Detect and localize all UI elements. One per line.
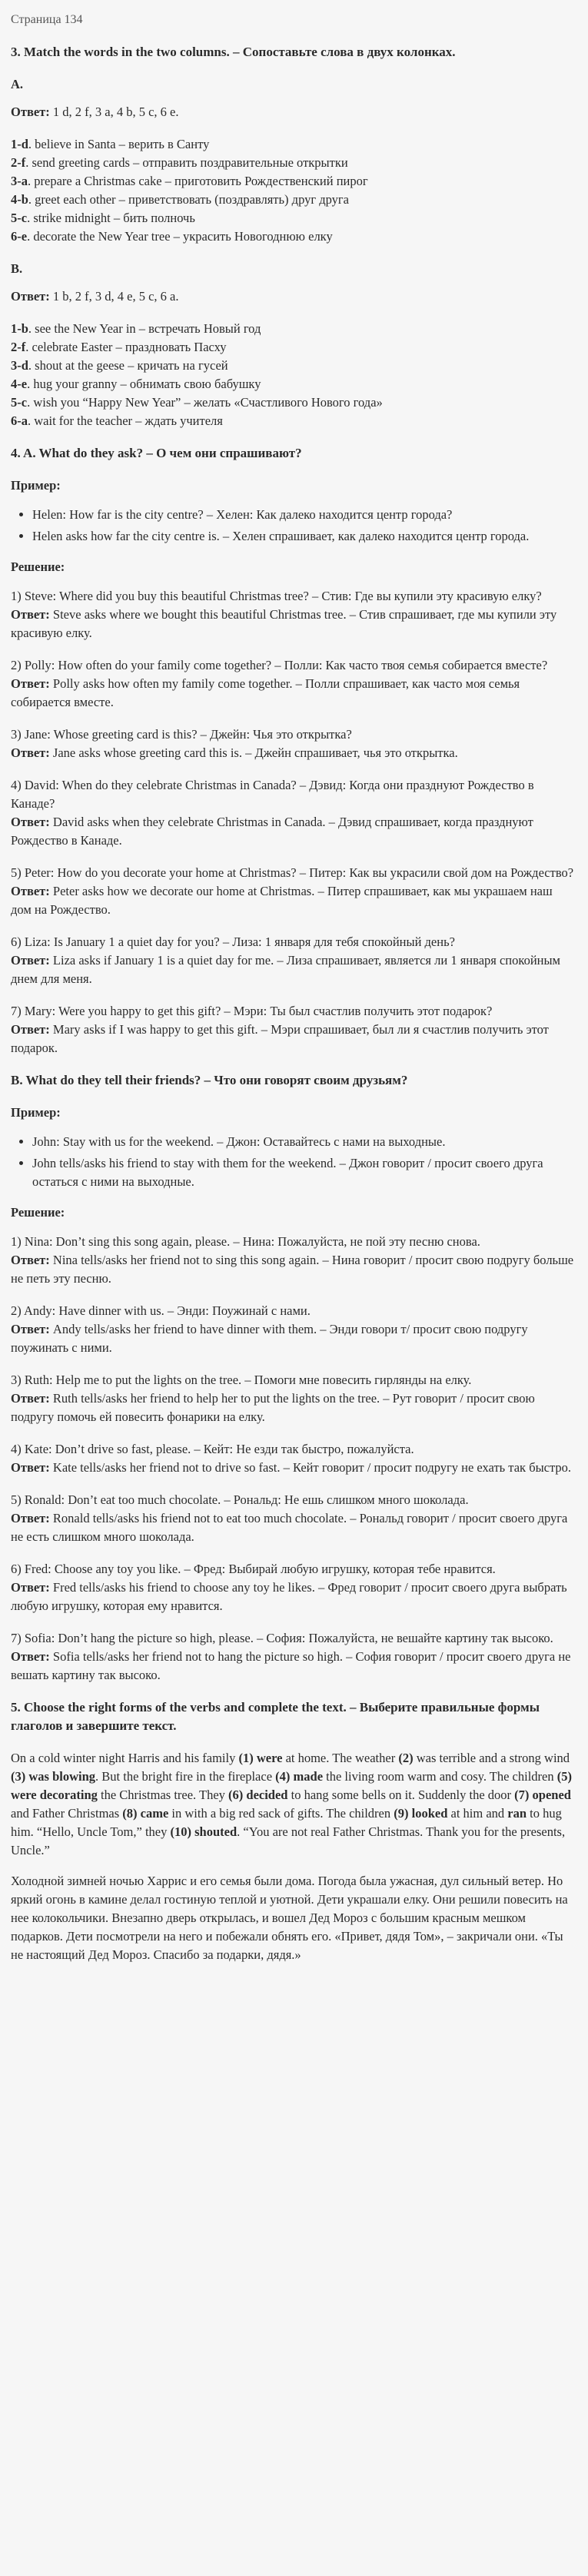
answer-text: Peter asks how we decorate our home at Christmas. – Питер спрашивает, как мы украшаем наш дом на Рождество. — [11, 884, 553, 917]
story-fragment: and Father Christmas — [11, 1806, 123, 1821]
solution-item — [11, 725, 576, 762]
answer — [11, 1648, 576, 1685]
answer — [11, 606, 576, 642]
answer-label: Ответ: — [11, 607, 50, 622]
story-fragment: to hang some bells on it. Suddenly the door — [287, 1788, 515, 1802]
answer — [11, 1251, 576, 1288]
answer — [11, 1459, 576, 1477]
question: 7) Mary: Were you happy to get this gift? – Мэри: Ты был счастлив получить этот подарок? — [11, 1004, 493, 1018]
answer — [11, 951, 576, 988]
match-text: . shout at the geese – кричать на гусей — [28, 358, 228, 373]
match-key: 6-e — [11, 229, 28, 244]
story-fragment: . But the bright fire in the fireplace — [95, 1769, 276, 1784]
answer-verb: ran — [507, 1806, 527, 1821]
story-fragment: to hug him. “Hello, Uncle Tom,” they — [11, 1806, 562, 1839]
match-text: . see the New Year in – встречать Новый год — [28, 321, 261, 336]
answer — [11, 744, 576, 762]
answer-verb: (4) made — [275, 1769, 324, 1784]
answer-label: Ответ: — [11, 745, 50, 760]
match-text: . send greeting cards – отправить поздравительные открытки — [25, 155, 348, 170]
match-key: 4-b — [11, 192, 28, 207]
question: 3) Ruth: Help me to put the lights on the tree. – Помоги мне повесить гирлянды на елку. — [11, 1373, 472, 1387]
answer-label: Ответ: — [11, 1253, 50, 1267]
story-translation: Холодной зимней ночью Харрис и его семья были дома. Погода была ужасная, дул сильный ветер. Но яркий огонь в камине делал гостиную теплой и уютной. Дети украшали елку. Они решили повесить на нее колокольчики. Внезапно дверь открылась, и вошел Дед Мороз с большим красным мешком подарков. Дети посмотрели на него и побежали обнять его. «Привет, дядя Том», – закричали они. «Ты не настоящий Дед Мороз. Спасибо за подарки, дядя.» — [11, 1874, 568, 1962]
match-key: 5-c — [11, 211, 28, 225]
list-item: • John tells/asks his friend to stay with them for the weekend. – Джон говорит / просит своего друга остаться с ними на выходные. — [32, 1154, 576, 1191]
example-label: Пример: — [11, 478, 61, 493]
answer — [11, 1021, 576, 1057]
story-fragment: . “You are not real Father Christmas. Thank you for the presents, Uncle.” — [11, 1824, 566, 1857]
answer — [11, 675, 576, 712]
question: 2) Polly: How often do your family come together? – Полли: Как часто твоя семья собирается вместе? — [11, 658, 548, 672]
exercise-3-heading: 3. Match the words in the two columns. – Сопоставьте слова в двух колонках. — [11, 45, 456, 59]
list-item — [11, 172, 576, 191]
match-text: . believe in Santa – верить в Санту — [28, 137, 210, 151]
ex3-b-title: B. — [11, 261, 23, 276]
match-text: . celebrate Easter – праздновать Пасху — [25, 340, 227, 354]
match-text: . decorate the New Year tree – украсить Новогоднюю елку — [27, 229, 333, 244]
example-label: Пример: — [11, 1105, 61, 1120]
solution-item — [11, 1302, 576, 1357]
answer — [11, 1320, 576, 1357]
example-list — [11, 1133, 576, 1191]
answer-verb: (9) looked — [394, 1806, 448, 1821]
story-text — [11, 1749, 576, 1860]
solution-item — [11, 864, 576, 919]
exercise-5-heading: 5. Choose the right forms of the verbs and complete the text. – Выберите правильные формы глаголов и завершите текст. — [11, 1700, 540, 1733]
question: 5) Peter: How do you decorate your home at Christmas? – Питер: Как вы украсили свой дом на Рождество? — [11, 865, 574, 880]
question: 3) Jane: Whose greeting card is this? – Джейн: Чья это открытка? — [11, 727, 352, 742]
question: 1) Nina: Don’t sing this song again, please. – Нина: Пожалуйста, не пой эту песню снова. — [11, 1234, 480, 1249]
question: 6) Fred: Choose any toy you like. – Фред: Выбирай любую игрушку, которая тебе нравится. — [11, 1562, 496, 1576]
question: 4) Kate: Don’t drive so fast, please. – Кейт: Не езди так быстро, пожалуйста. — [11, 1442, 414, 1456]
story-fragment: in with a big red sack of gifts. The children — [168, 1806, 394, 1821]
match-key: 2-f — [11, 155, 26, 170]
answer-label: Ответ: — [11, 289, 50, 304]
list-item — [11, 338, 576, 357]
ex3-a-list — [11, 135, 576, 246]
question: 1) Steve: Where did you buy this beautiful Christmas tree? – Стив: Где вы купили эту красивую елку? — [11, 589, 542, 603]
answer-verb: (5) were decorating — [11, 1769, 572, 1802]
answer-text: Liza asks if January 1 is a quiet day for me. – Лиза спрашивает, является ли 1 января спокойным днем для меня. — [11, 953, 561, 986]
answer-text: Andy tells/asks her friend to have dinner with them. – Энди говори т/ просит свою подругу поужинать с ними. — [11, 1322, 528, 1355]
list-item — [11, 191, 576, 209]
answer-text: Ruth tells/asks her friend to help her to put the lights on the tree. – Рут говорит / просит свою подругу помочь ей повесить фонарики на елку. — [11, 1391, 535, 1424]
example-list — [11, 506, 576, 546]
answer-text: Sofia tells/asks her friend not to hang the picture so high. – София говорит / просит своего друга не вешать картину так высоко. — [11, 1649, 571, 1682]
answer-verb: (10) shouted — [170, 1824, 238, 1839]
solution-item — [11, 1560, 576, 1615]
answer-text: Polly asks how often my family come together. – Полли спрашивает, как часто моя семья собирается вместе. — [11, 676, 520, 709]
list-item: • John: Stay with us for the weekend. – Джон: Оставайтесь с нами на выходные. — [32, 1133, 576, 1151]
answer-verb: (1) were — [238, 1751, 283, 1765]
match-text: . wait for the teacher – ждать учителя — [28, 413, 223, 428]
answer-label: Ответ: — [11, 953, 50, 968]
solution-item — [11, 1440, 576, 1477]
solution-item — [11, 1233, 576, 1288]
answer-label: Ответ: — [11, 105, 50, 119]
answer-label: Ответ: — [11, 1322, 50, 1336]
story-fragment: at home. The weather — [282, 1751, 399, 1765]
match-key: 1-d — [11, 137, 28, 151]
match-key: 2-f — [11, 340, 26, 354]
ex3-a-title: A. — [11, 77, 24, 91]
list-item — [11, 393, 576, 412]
list-item — [11, 320, 576, 338]
answer — [11, 1389, 576, 1426]
list-item — [11, 209, 576, 227]
solution-item — [11, 656, 576, 712]
answer-text: Steve asks where we bought this beautiful Christmas tree. – Стив спрашивает, где мы купили эту красивую елку. — [11, 607, 557, 640]
answer-verb: (8) came — [122, 1806, 169, 1821]
answer-label: Ответ: — [11, 1460, 50, 1475]
solution-item — [11, 1371, 576, 1426]
match-text: . wish you “Happy New Year” – желать «Счастливого Нового года» — [27, 395, 383, 410]
answer-text: Nina tells/asks her friend not to sing this song again. – Нина говорит / просит свою подругу больше не петь эту песню. — [11, 1253, 574, 1286]
story-fragment: was terrible and a strong wind — [413, 1751, 570, 1765]
match-text: . hug your granny – обнимать свою бабушку — [27, 377, 261, 391]
story-fragment: the Christmas tree. They — [97, 1788, 229, 1802]
list-item — [11, 375, 576, 393]
solution-item — [11, 933, 576, 988]
answer-label: Ответ: — [11, 676, 50, 691]
exercise-4a-heading: 4. A. What do they ask? – О чем они спрашивают? — [11, 446, 302, 460]
list-item: • Helen: How far is the city centre? – Хелен: Как далеко находится центр города? — [32, 506, 576, 524]
answer-text: Ronald tells/asks his friend not to eat too much chocolate. – Рональд говорит / просит своего друга не есть слишком много шоколада. — [11, 1511, 568, 1544]
match-key: 5-c — [11, 395, 28, 410]
answer-label: Ответ: — [11, 1391, 50, 1406]
question: 7) Sofia: Don’t hang the picture so high, please. – София: Пожалуйста, не вешайте картину так высоко. — [11, 1631, 553, 1645]
answer-text: Jane asks whose greeting card this is. – Джейн спрашивает, чья это открытка. — [49, 745, 458, 760]
list-item — [11, 412, 576, 430]
answer-label: Ответ: — [11, 1580, 50, 1595]
ex3-b-list — [11, 320, 576, 430]
answer-text: David asks when they celebrate Christmas in Canada. – Дэвид спрашивает, когда празднуют Рождество в Канаде. — [11, 815, 533, 848]
match-key: 6-a — [11, 413, 28, 428]
answer-label: Ответ: — [11, 1022, 50, 1037]
answer-text: 1 d, 2 f, 3 a, 4 b, 5 c, 6 e. — [49, 105, 179, 119]
answer-label: Ответ: — [11, 884, 50, 898]
solution-label: Решение: — [11, 559, 65, 574]
solution-item — [11, 1629, 576, 1685]
match-key: 1-b — [11, 321, 28, 336]
answer-verb: (6) decided — [228, 1788, 288, 1802]
ex3-a-answer — [11, 103, 576, 121]
answer-verb: (2) — [398, 1751, 414, 1765]
list-item — [11, 357, 576, 375]
answer — [11, 813, 576, 850]
match-text: . greet each other – приветствовать (поздравлять) друг друга — [28, 192, 350, 207]
match-text: . strike midnight – бить полночь — [27, 211, 195, 225]
answer-label: Ответ: — [11, 1649, 50, 1664]
question: 2) Andy: Have dinner with us. – Энди: Поужинай с нами. — [11, 1303, 311, 1318]
answer-label: Ответ: — [11, 1511, 50, 1525]
solution-item — [11, 587, 576, 642]
exercise-4b-heading: B. What do they tell their friends? – Что они говорят своим друзьям? — [11, 1073, 408, 1087]
answer — [11, 1509, 576, 1546]
answer-verb: (3) was blowing — [11, 1769, 96, 1784]
story-fragment: On a cold winter night Harris and his family — [11, 1751, 239, 1765]
page-label: Страница 134 — [11, 13, 83, 26]
list-item: • Helen asks how far the city centre is. – Хелен спрашивает, как далеко находится центр города. — [32, 527, 576, 546]
question: 4) David: When do they celebrate Christmas in Canada? – Дэвид: Когда они празднуют Рождество в Канаде? — [11, 778, 534, 811]
answer-text: Mary asks if I was happy to get this gift. – Мэри спрашивает, был ли я счастлив получить этот подарок. — [11, 1022, 549, 1055]
answer-label: Ответ: — [11, 815, 50, 829]
story-fragment: at him and — [447, 1806, 508, 1821]
answer — [11, 1578, 576, 1615]
answer-text: 1 b, 2 f, 3 d, 4 e, 5 c, 6 a. — [49, 289, 179, 304]
solution-label: Решение: — [11, 1205, 65, 1220]
story-fragment: the living room warm and cosy. The children — [323, 1769, 557, 1784]
answer-verb: (7) opened — [514, 1788, 571, 1802]
match-key: 4-e — [11, 377, 28, 391]
solution-item — [11, 1002, 576, 1057]
solution-item — [11, 1491, 576, 1546]
question: 6) Liza: Is January 1 a quiet day for you? – Лиза: 1 января для тебя спокойный день? — [11, 934, 455, 949]
list-item — [11, 227, 576, 246]
answer-text: Fred tells/asks his friend to choose any toy he likes. – Фред говорит / просит своего друга выбрать любую игрушку, которая ему нравится. — [11, 1580, 567, 1613]
match-text: . prepare a Christmas cake – приготовить Рождественский пирог — [28, 174, 368, 188]
solution-item — [11, 776, 576, 850]
match-key: 3-a — [11, 174, 28, 188]
question: 5) Ronald: Don’t eat too much chocolate. – Рональд: Не ешь слишком много шоколада. — [11, 1492, 469, 1507]
answer — [11, 882, 576, 919]
ex3-b-answer — [11, 287, 576, 306]
match-key: 3-d — [11, 358, 28, 373]
answer-text: Kate tells/asks her friend not to drive so fast. – Кейт говорит / просит подругу не ехать так быстро. — [49, 1460, 572, 1475]
list-item — [11, 135, 576, 154]
list-item — [11, 154, 576, 172]
